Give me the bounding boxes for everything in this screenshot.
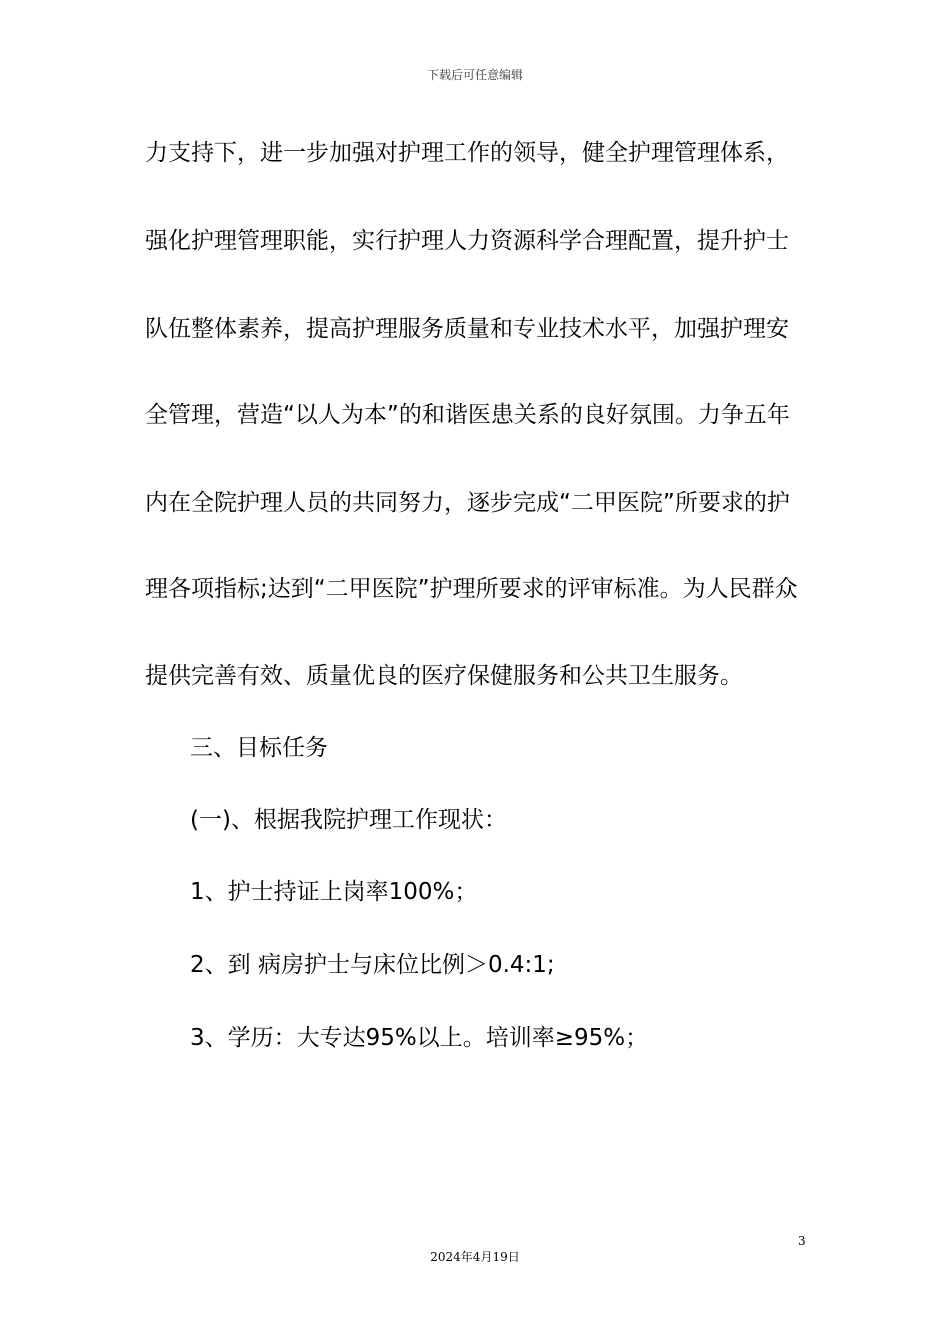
list-item: 1、护士持证上岗率100%； (190, 879, 478, 905)
list-item: 3、学历：大专达95%以上。培训率≥95%； (190, 1025, 649, 1051)
list-item: 2、到 病房护士与床位比例＞0.4:1; (190, 952, 555, 978)
subsection-heading: (一)、根据我院护理工作现状： (190, 807, 507, 833)
body-line-7: 提供完善有效、质量优良的医疗保健服务和公共卫生服务。 (145, 663, 743, 689)
footer-date: 2024年4月19日 (430, 1250, 520, 1264)
body-line-2: 强化护理管理职能，实行护理人力资源科学合理配置，提升护士 (145, 228, 789, 254)
body-line-1: 力支持下，进一步加强对护理工作的领导，健全护理管理体系， (145, 140, 789, 166)
body-line-3: 队伍整体素养，提高护理服务质量和专业技术水平，加强护理安 (145, 316, 789, 342)
body-line-5: 内在全院护理人员的共同努力，逐步完成“二甲医院”所要求的护 (145, 490, 790, 516)
section-heading: 三、目标任务 (190, 735, 328, 761)
page-number: 3 (798, 1234, 806, 1248)
body-line-4: 全管理，营造“以人为本”的和谐医患关系的良好氛围。力争五年 (145, 402, 790, 428)
body-line-6: 理各项指标;达到“二甲医院”护理所要求的评审标准。为人民群众 (145, 576, 798, 602)
page-header: 下载后可任意编辑 (426, 68, 523, 82)
